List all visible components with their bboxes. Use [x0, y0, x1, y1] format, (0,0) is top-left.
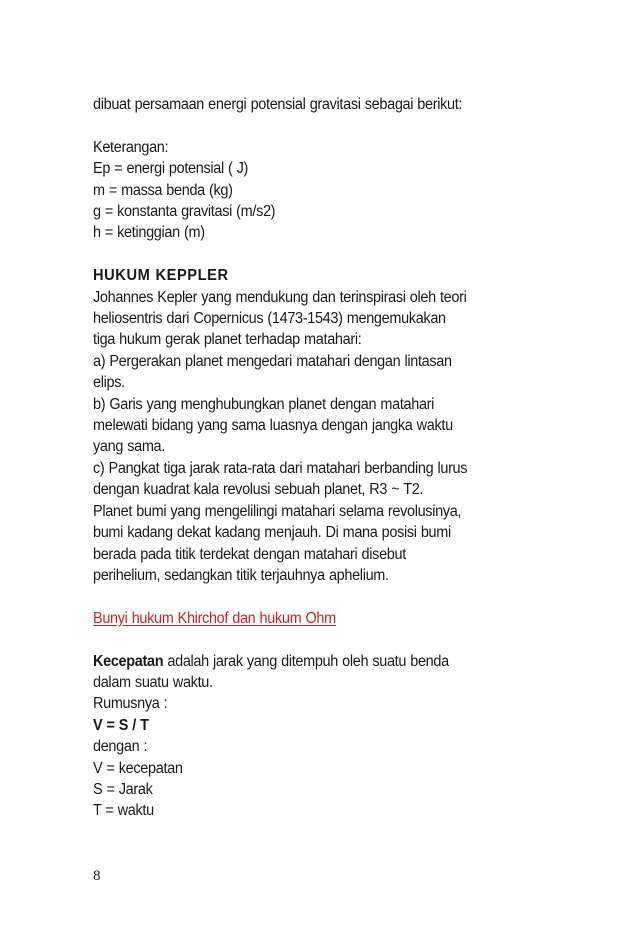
variable-definition: V = kecepatan: [93, 759, 183, 777]
kepler-paragraph-line: c) Pangkat tiga jarak rata-rata dari matahari berbanding lurus: [93, 459, 468, 477]
keterangan-item: Ep = energi potensial ( J): [93, 160, 249, 178]
page-number: 8: [93, 868, 101, 884]
kepler-paragraph-line: perihelium, sedangkan titik terjauhnya aphelium.: [93, 566, 389, 584]
kepler-paragraph-line: dengan kuadrat kala revolusi sebuah planet, R3 ~ T2.: [93, 481, 424, 499]
intro-line: dibuat persamaan energi potensial gravitasi sebagai berikut:: [93, 96, 463, 113]
variable-definition: S = Jarak: [93, 780, 153, 798]
kirchhoff-ohm-link[interactable]: Bunyi hukum Khirchof dan hukum Ohm: [93, 609, 336, 627]
kepler-paragraph-line: tiga hukum gerak planet terhadap matahari:: [93, 331, 362, 349]
kepler-paragraph-line: yang sama.: [93, 438, 165, 456]
kepler-heading: HUKUM KEPPLER: [93, 267, 229, 285]
kecepatan-definition: [93, 651, 525, 672]
variable-definition: T = waktu: [93, 802, 154, 820]
kepler-paragraph-line: bumi kadang dekat kadang menjauh. Di mana posisi bumi: [93, 524, 451, 542]
kepler-paragraph-line: berada pada titik terdekat dengan matahari disebut: [93, 545, 406, 563]
kepler-paragraph-line: a) Pergerakan planet mengedari matahari dengan lintasan: [93, 352, 452, 370]
kepler-paragraph-line: heliosentris dari Copernicus (1473-1543) mengemukakan: [93, 310, 446, 328]
spacer: [93, 115, 525, 136]
kepler-paragraph-line: Johannes Kepler yang mendukung dan terinspirasi oleh teori: [93, 288, 467, 306]
spacer: [93, 586, 525, 607]
kecepatan-term: Kecepatan: [93, 652, 164, 670]
spacer: [93, 629, 525, 650]
velocity-formula: V = S / T: [93, 716, 149, 734]
page-body: [93, 94, 525, 822]
kecepatan-definition-text: adalah jarak yang ditempuh oleh suatu benda: [163, 652, 449, 670]
keterangan-title: Keterangan:: [93, 138, 169, 156]
spacer: [93, 244, 525, 265]
dengan-label: dengan :: [93, 738, 148, 756]
kecepatan-definition-line2: dalam suatu waktu.: [93, 673, 213, 691]
kepler-paragraph-line: Planet bumi yang mengelilingi matahari selama revolusinya,: [93, 502, 462, 520]
kepler-paragraph-line: b) Garis yang menghubungkan planet dengan matahari: [93, 395, 435, 413]
rumus-label: Rumusnya :: [93, 695, 168, 713]
kepler-paragraph-line: elips.: [93, 374, 125, 392]
keterangan-item: m = massa benda (kg): [93, 181, 233, 199]
kepler-paragraph-line: melewati bidang yang sama luasnya dengan jangka waktu: [93, 417, 453, 435]
keterangan-item: h = ketinggian (m): [93, 224, 205, 242]
keterangan-item: g = konstanta gravitasi (m/s2): [93, 203, 276, 221]
